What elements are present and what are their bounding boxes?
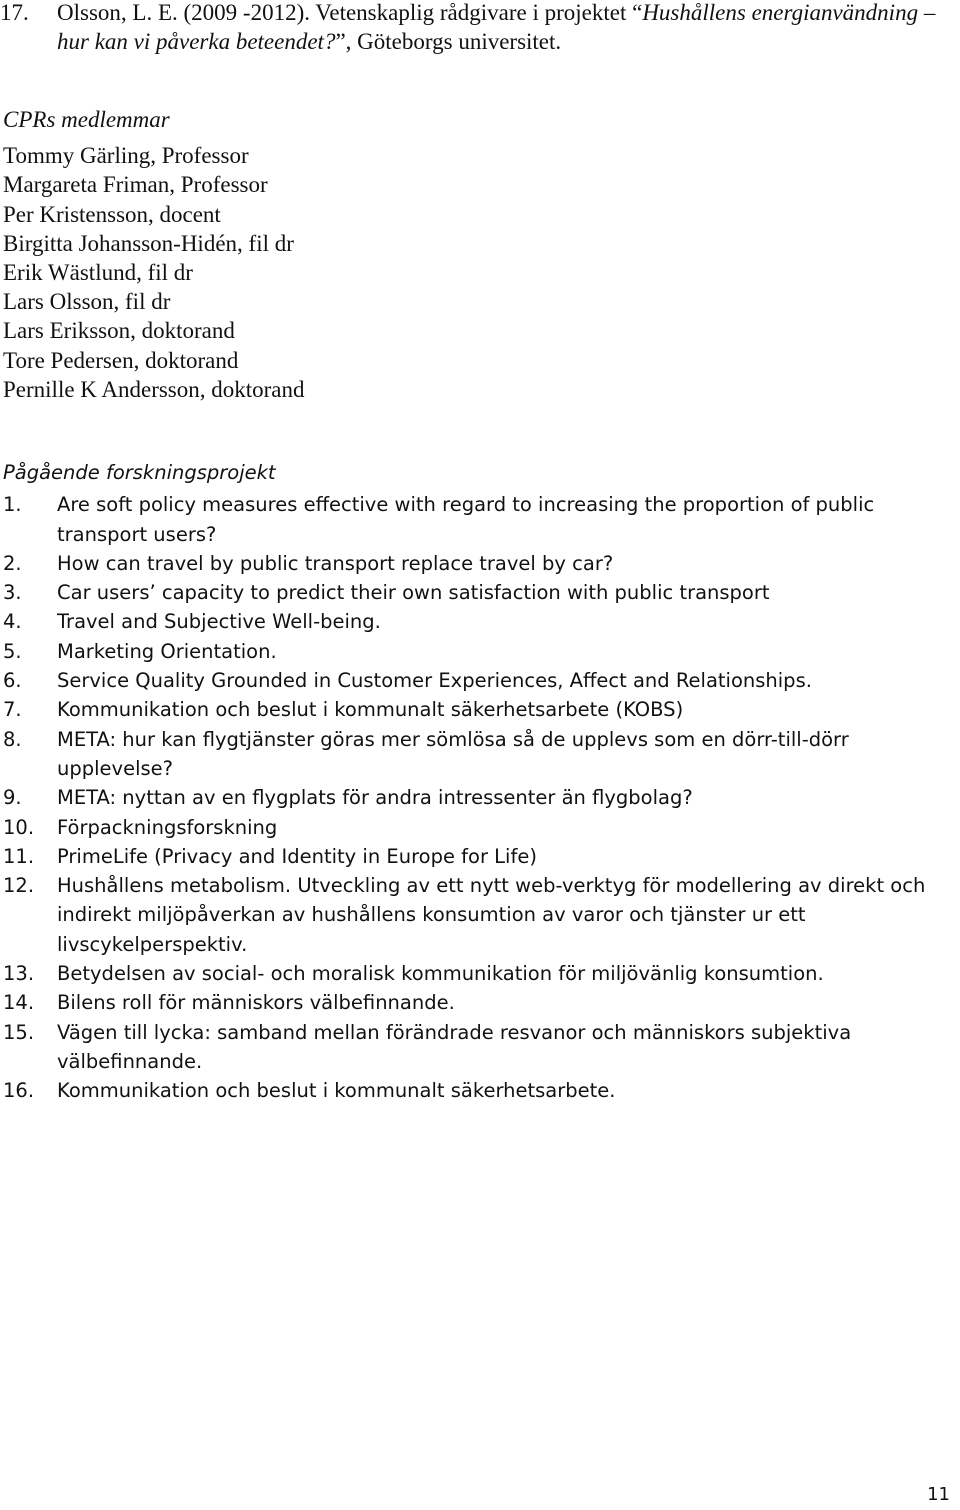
reference-prefix: Olsson, L. E. (2009 -2012). Vetenskaplig rådgivare i projektet “ [57, 0, 643, 25]
list-item [3, 988, 953, 1017]
member-name: Lars Eriksson, doktorand [3, 318, 235, 344]
list-item [3, 637, 953, 666]
item-number: 1. [3, 493, 22, 517]
item-number: 3. [3, 581, 22, 605]
item-number: 2. [3, 551, 22, 575]
members-section [3, 105, 305, 404]
projects-heading: Pågående forskningsprojekt [3, 461, 276, 484]
item-text: Hushållens metabolism. Utveckling av ett nytt web-verktyg för modellering av direkt och indirekt miljöpåverkan av hushållens konsumtion av varor och tjänster ur ett livscykelperspektiv. [57, 874, 926, 956]
item-number: 11. [3, 844, 35, 868]
reference-number: 17. [0, 0, 29, 25]
list-item [3, 695, 953, 724]
item-number: 15. [3, 1020, 35, 1044]
item-text: PrimeLife (Privacy and Identity in Europe for Life) [57, 844, 537, 868]
item-text: Kommunikation och beslut i kommunalt säkerhetsarbete (KOBS) [57, 698, 684, 722]
member-name: Lars Olsson, fil dr [3, 289, 171, 315]
item-text: How can travel by public transport replace travel by car? [57, 551, 614, 575]
list-item [3, 783, 953, 812]
list-item [3, 666, 953, 695]
reference-item [0, 0, 950, 56]
members-heading: CPRs medlemmar [3, 107, 170, 132]
item-text: Travel and Subjective Well-being. [57, 610, 381, 634]
member-name: Erik Wästlund, fil dr [3, 260, 193, 286]
list-item [3, 871, 953, 959]
list-item [3, 842, 953, 871]
member-name: Birgitta Johansson-Hidén, fil dr [3, 230, 294, 256]
item-text: Betydelsen av social- och moralisk kommunikation för miljövänlig konsumtion. [57, 962, 824, 986]
item-text: META: nyttan av en flygplats för andra intressenter än flygbolag? [57, 786, 693, 810]
member-name: Pernille K Andersson, doktorand [3, 376, 305, 402]
member-name: Per Kristensson, docent [3, 201, 221, 227]
list-item [3, 549, 953, 578]
item-number: 4. [3, 610, 22, 634]
item-number: 8. [3, 727, 22, 751]
item-number: 9. [3, 786, 22, 810]
member-name: Margareta Friman, Professor [3, 172, 268, 198]
item-number: 13. [3, 962, 35, 986]
list-item [3, 813, 953, 842]
list-item [3, 959, 953, 988]
item-text: Marketing Orientation. [57, 639, 277, 663]
item-number: 16. [3, 1079, 35, 1103]
projects-list [3, 490, 953, 1105]
list-item [3, 725, 953, 784]
projects-section [3, 458, 953, 1106]
item-text: META: hur kan flygtjänster göras mer sömlösa så de upplevs som en dörr-till-dörr upplevelse? [57, 727, 849, 780]
list-item [3, 490, 953, 549]
item-text: Service Quality Grounded in Customer Experiences, Affect and Relationships. [57, 669, 812, 693]
item-text: Förpackningsforskning [57, 815, 278, 839]
page-number: 11 [927, 1484, 950, 1505]
item-number: 7. [3, 698, 22, 722]
reference-text [57, 0, 950, 56]
member-name: Tore Pedersen, doktorand [3, 347, 239, 373]
list-item [3, 607, 953, 636]
list-item [3, 1018, 953, 1077]
item-number: 12. [3, 874, 35, 898]
item-text: Bilens roll för människors välbefinnande. [57, 991, 455, 1015]
item-number: 6. [3, 669, 22, 693]
item-number: 5. [3, 639, 22, 663]
member-name: Tommy Gärling, Professor [3, 143, 249, 169]
item-text: Vägen till lycka: samband mellan förändrade resvanor och människors subjektiva välbefinnande. [57, 1020, 852, 1073]
item-text: Car users’ capacity to predict their own satisfaction with public transport [57, 581, 770, 605]
item-number: 14. [3, 991, 35, 1015]
reference-suffix: ”, Göteborgs universitet. [335, 29, 562, 54]
item-number: 10. [3, 815, 35, 839]
reference-project-title: Hushållens energianvändning – hur kan vi påverka beteendet? [57, 0, 936, 54]
item-text: Kommunikation och beslut i kommunalt säkerhetsarbete. [57, 1079, 616, 1103]
item-text: Are soft policy measures effective with regard to increasing the proportion of public transport users? [57, 493, 875, 546]
list-item [3, 1076, 953, 1105]
list-item [3, 578, 953, 607]
